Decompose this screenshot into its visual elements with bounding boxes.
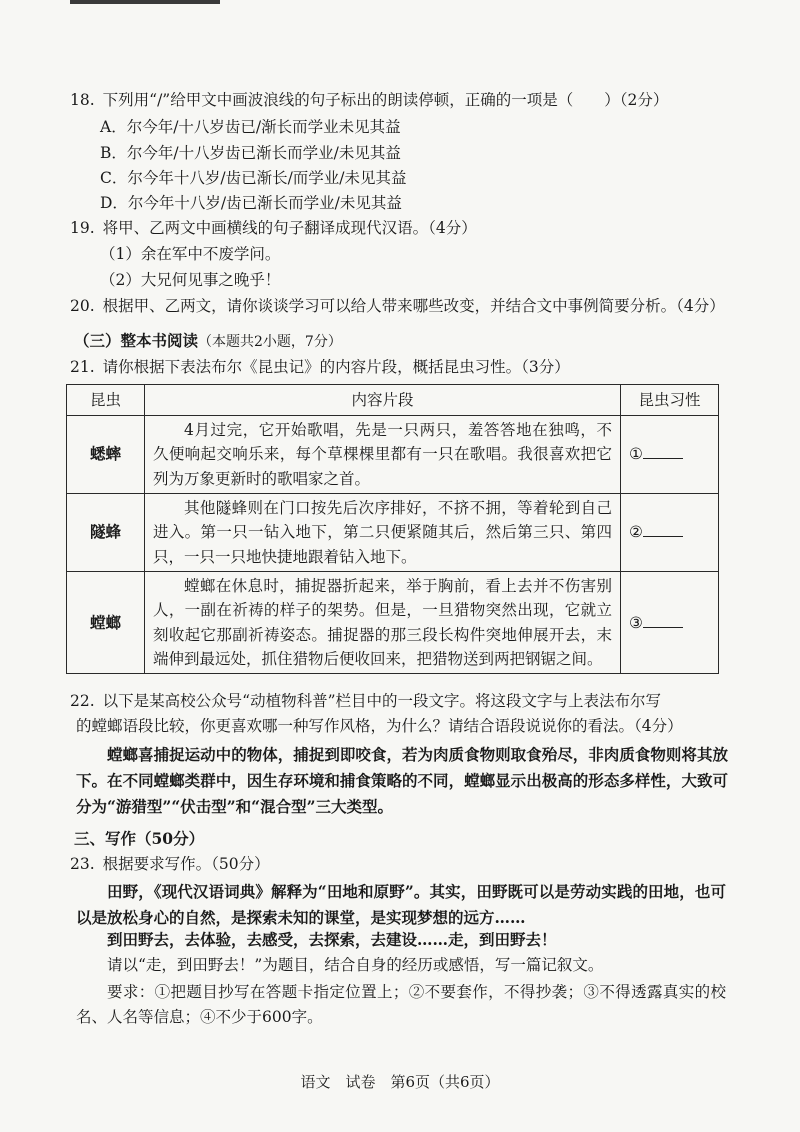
insect-name: 螳螂: [67, 571, 145, 673]
prompt-paragraph-2: 到田野去，去体验，去感受，去探索，去建设……走，到田野去！: [107, 930, 557, 949]
section-whole-book-reading: [74, 331, 342, 351]
answer-line: [643, 615, 683, 628]
scan-edge-mark: [70, 0, 220, 4]
question-text: 根据要求写作。（50分）: [102, 855, 270, 873]
insect-name: 隧蜂: [67, 493, 145, 571]
content-excerpt: 螳螂在休息时，捕捉器折起来，举于胸前，看上去并不伤害别人，一副在祈祷的样子的架势。但是，一旦猎物突然出现，它就立刻收起它那副祈祷姿态。捕捉器的那三段长构件突地伸展开去，末端伸到最远处，抓住猎物后便收回来，把猎物送到两把钢锯之间。: [145, 571, 621, 673]
answer-line: [643, 524, 683, 537]
content-excerpt: 4月过完，它开始歌唱，先是一只两只，羞答答地在独鸣，不久便响起交响乐来，每个草棵棵里都有一只在歌唱。我很喜欢把它列为万象更新时的歌唱家之首。: [145, 416, 621, 494]
content-excerpt: 其他隧蜂则在门口按先后次序排好，不挤不拥，等着轮到自己进入。第一只一钻入地下，第二只便紧随其后，然后第三只、第四只，一只一只地快捷地跟着钻入地下。: [145, 493, 621, 571]
question-text: 根据甲、乙两文，请你谈谈学习可以给人带来哪些改变，并结合文中事例简要分析。（4分）: [102, 297, 725, 315]
header-content: 内容片段: [145, 385, 621, 416]
translate-item-2: （2）大兄何见事之晚乎！: [100, 271, 281, 289]
blank-number: ②: [629, 523, 643, 542]
habit-answer-blank[interactable]: [621, 416, 719, 494]
question-number: 19.: [70, 219, 95, 237]
question-number: 22.: [70, 692, 95, 710]
question-number: 18.: [70, 91, 95, 109]
page-footer: 语文 试卷 第6页（共6页）: [300, 1073, 500, 1091]
question-22-line2: 的螳螂语段比较，你更喜欢哪一种写作风格，为什么？请结合语段说说你的看法。（4分）: [76, 717, 683, 735]
option-c: C．尔今年十八岁/齿已渐长/而学业/未见其益: [100, 169, 407, 187]
question-text-line1: 以下是某高校公众号“动植物科普”栏目中的一段文字。将这段文字与上表法布尔写: [102, 692, 662, 710]
habit-answer-blank[interactable]: [621, 493, 719, 571]
section-title: （三）整本书阅读: [74, 331, 199, 350]
section-note: （本题共2小题，7分）: [198, 334, 342, 350]
question-number: 21.: [70, 358, 95, 376]
insect-name: 蟋蟀: [67, 416, 145, 494]
question-number: 23.: [70, 855, 95, 873]
table-header-row: [67, 385, 719, 416]
question-number: 20.: [70, 297, 95, 315]
translate-item-1: （1）余在军中不废学问。: [100, 245, 281, 263]
question-20: [70, 296, 770, 316]
question-text: 下列用“/”给甲文中画波浪线的句子标出的朗读停顿，正确的一项是（ ）（2分）: [102, 91, 669, 109]
table-row: [67, 416, 719, 494]
question-21: [70, 357, 760, 377]
option-d: D．尔今年十八岁/齿已渐长而学业/未见其益: [100, 194, 402, 212]
prompt-paragraph-3: 请以“走，到田野去！”为题目，结合自身的经历或感悟，写一篇记叙文。: [107, 956, 604, 974]
header-habit: 昆虫习性: [621, 385, 719, 416]
blank-number: ③: [629, 613, 643, 632]
writing-requirements: 要求：①把题目抄写在答题卡指定位置上；②不要套作，不得抄袭；③不得透露真实的校名、人名等信息；④不少于600字。: [76, 983, 726, 1026]
question-text: 请你根据下表法布尔《昆虫记》的内容片段，概括昆虫习性。（3分）: [102, 358, 570, 376]
question-23: [70, 854, 760, 874]
table-row: [67, 571, 719, 673]
blank-number: ①: [629, 445, 643, 464]
answer-line: [643, 446, 683, 459]
question-22: [70, 691, 760, 711]
question-text: 将甲、乙两文中画横线的句子翻译成现代汉语。（4分）: [102, 219, 477, 237]
habit-answer-blank[interactable]: [621, 571, 719, 673]
prompt-paragraph-1: 田野，《现代汉语词典》解释为“田地和原野”。其实，田野既可以是劳动实践的田地，也可以是放松身心的自然，是探索未知的课堂，是实现梦想的远方……: [76, 882, 726, 927]
insect-habits-table: [66, 384, 719, 674]
part-writing-title: 三、写作（50分）: [74, 829, 205, 848]
question-18: [70, 90, 760, 110]
table-row: [67, 493, 719, 571]
option-a: A．尔今年/十八岁齿已/渐长而学业未见其益: [100, 118, 401, 136]
option-b: B．尔今年/十八岁齿已渐长而学业/未见其益: [100, 144, 401, 162]
header-insect: 昆虫: [67, 385, 145, 416]
science-passage: 螳螂喜捕捉运动中的物体，捕捉到即咬食，若为肉质食物则取食殆尽，非肉质食物则将其放下。在不同螳螂类群中，因生存环境和捕食策略的不同，螳螂显示出极高的形态多样性，大致可分为“游猎型”“伏击型”和“混合型”三大类型。: [76, 745, 728, 817]
question-19: [70, 218, 760, 238]
